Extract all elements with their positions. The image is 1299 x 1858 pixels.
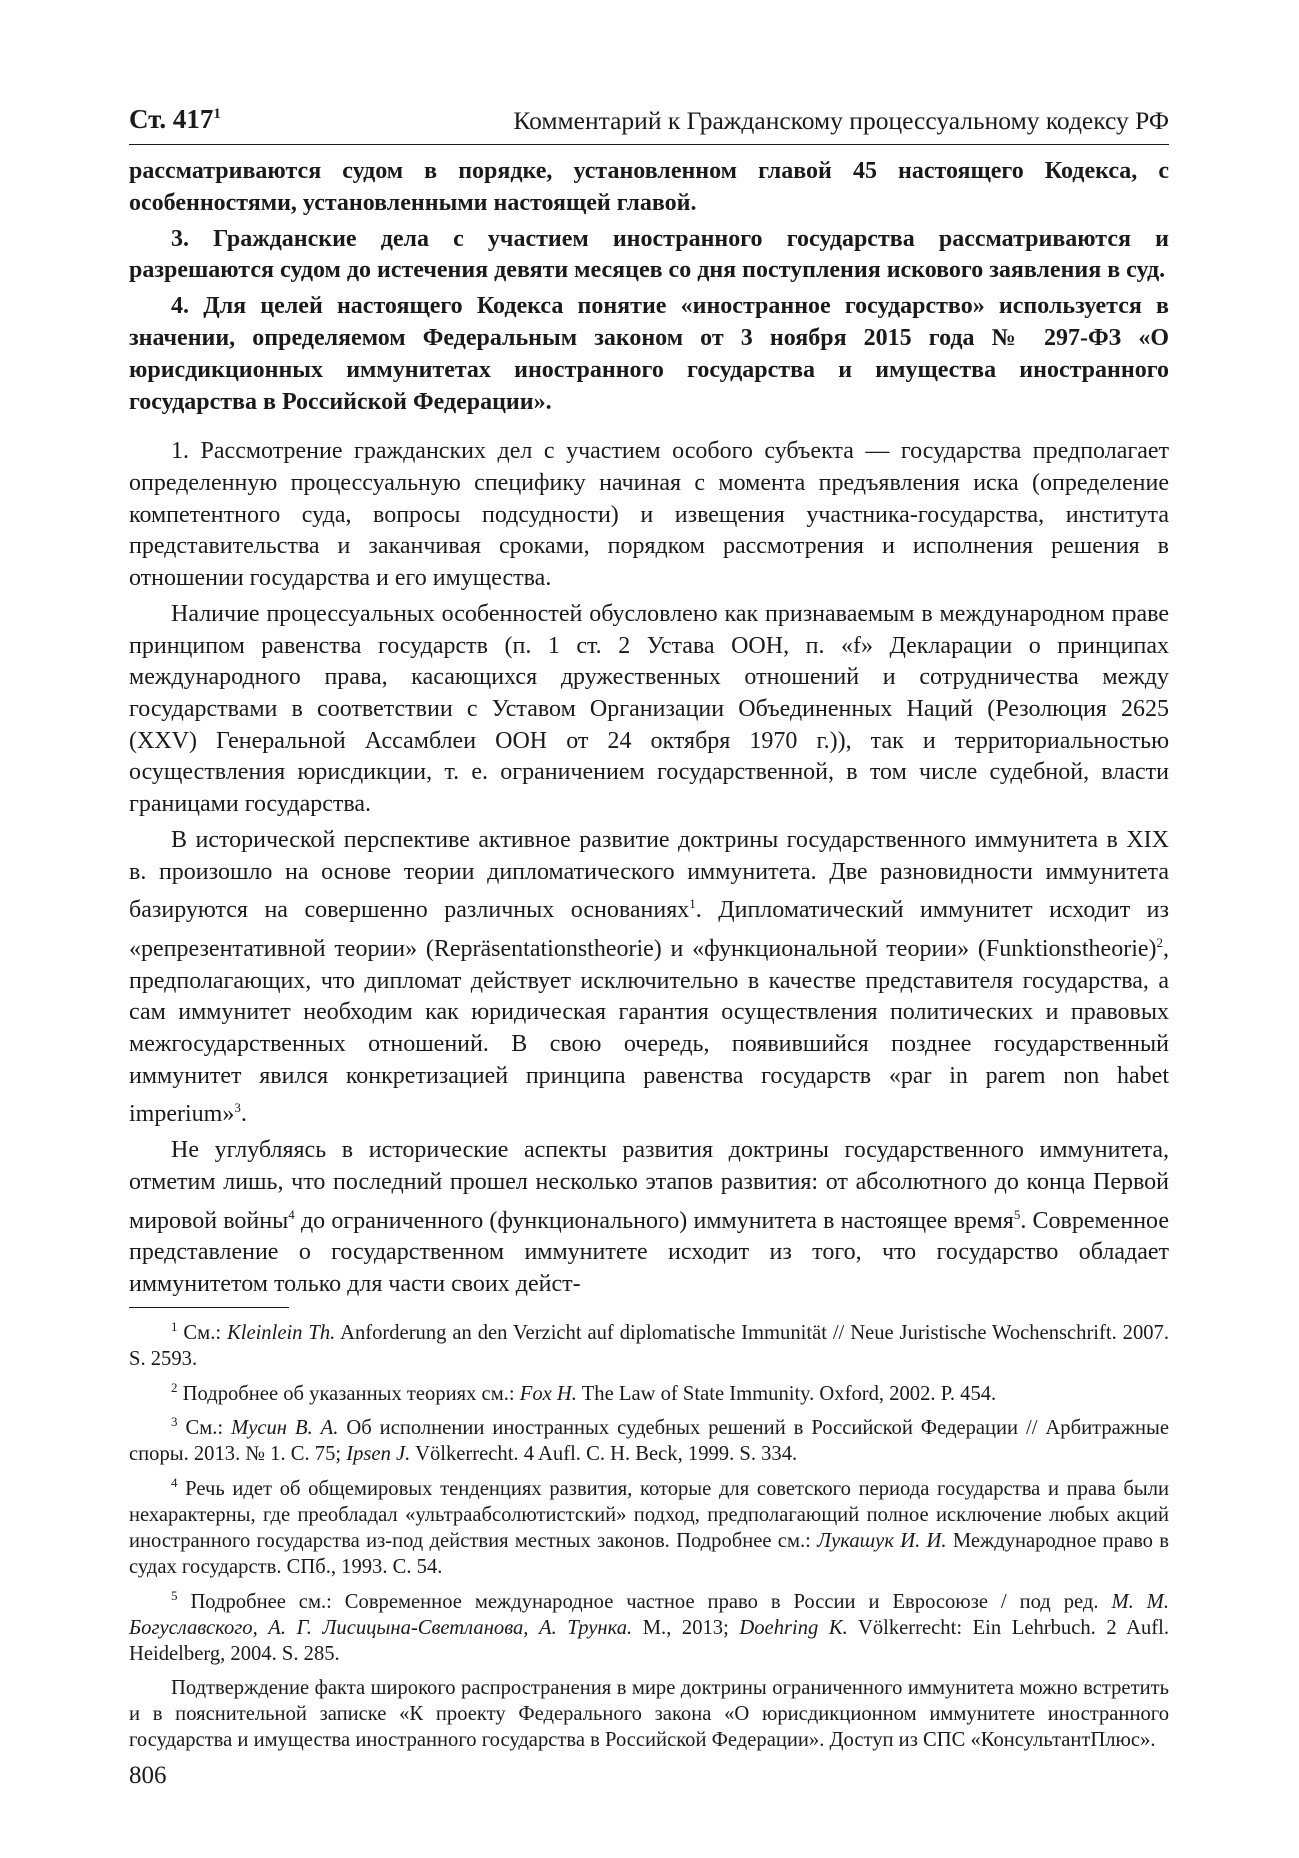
article-number: Ст. $417^1$ bbox=[129, 104, 221, 134]
commentary-paragraph: Не углубляясь в исторические аспекты развития доктрины государственного иммунитета, отметим лишь, что последний прошел несколько этапов развития: от абсолютного до конца Первой мировой войны$^4$ до ограниченного (функционального) иммунитета в настоящее время$^5$. Современное представление о государственном иммунитете исходит из того, что государство обладает иммунитетом только для части своих дейст- bbox=[129, 1137, 1170, 1297]
running-header bbox=[129, 96, 1169, 146]
footnote: $^3$ См.: Мусин В. А. Об исполнении иностранных судебных решений в Российской Федерации // Арбитражные споры. 2013. № 1. С. 75; Ipsen J. Völkerrecht. 4 Aufl. C. H. Beck, 1999. S. 334. bbox=[129, 1414, 1170, 1466]
law-paragraph: 4. Для целей настоящего Кодекса понятие «иностранное государство» используется в значении, определяемом Федеральным законом от 3 ноября 2015 года № 297-ФЗ «О юрисдикционных иммунитетах иностранного государства и имущества иностранного государства в Российской Федерации». bbox=[129, 293, 1169, 415]
footnote-divider bbox=[129, 1307, 289, 1308]
footnote-ref: 2 bbox=[1156, 934, 1163, 950]
law-text bbox=[129, 156, 1169, 418]
page-number: 806 bbox=[129, 1762, 167, 1789]
footnote-ref: 3 bbox=[234, 1100, 241, 1116]
document-page bbox=[129, 96, 1169, 1816]
footnote-note: Подтверждение факта широкого распространения в мире доктрины ограниченного иммунитета можно встретить и в пояснительной записке «К проекту Федерального закона «О юрисдикционном иммунитете иностранного государства и имущества иностранного государства в Российской Федерации». Доступ из СПС «КонсультантПлюс». bbox=[129, 1676, 1169, 1751]
footnote: $^1$ См.: Kleinlein Th. Anforderung an den Verzicht auf diplomatische Immunität // Neue Juristische Wochenschrift. 2007. S. 2593. bbox=[129, 1318, 1169, 1370]
footnote: $^5$ Подробнее см.: Современное международное частное право в России и Евросоюзе / под ред. М. М. Богуславского, А. Г. Лисицына-Светланова, А. Трунка. М., 2013; Doehring K. Völkerrecht: Ein Lehrbuch. 2 Aufl. Heidelberg, 2004. S. 285. bbox=[129, 1588, 1169, 1665]
footnote-ref: 1 bbox=[689, 896, 696, 912]
footnotes bbox=[129, 1314, 1169, 1753]
commentary-paragraph: 1. Рассмотрение гражданских дел с участием особого субъекта — государства предполагает определенную процессуальную специфику начиная с момента предъявления иска (определение компетентного суда, вопросы подсудности) и извещения участника-государства, института представительства и заканчивая сроками, порядком рассмотрения и исполнения решения в отношении государства и его имущества. bbox=[129, 438, 1169, 592]
footnote-ref: 4 bbox=[288, 1206, 295, 1222]
footnote-ref: 5 bbox=[1013, 1206, 1021, 1222]
header-rule bbox=[129, 144, 1169, 145]
commentary-paragraph: В исторической перспективе активное развитие доктрины государственного иммунитета в XIX в. произошло на основе теории дипломатического иммунитета. Две разновидности иммунитета базируются на совершенно различных основаниях$^1$. Дипломатический иммунитет исходит из «репрезентативной теории» (Repräsentationstheorie) и «функциональной теории» (Funktionstheorie)$^2$, предполагающих, что дипломат действует исключительно в качестве представителя государства, а сам иммунитет необходим как юридическая гарантия осуществления политических и правовых межгосударственных отношений. В свою очередь, появившийся позднее государственный иммунитет явился конкретизацией принципа равенства государств «par in parem non habet imperium»$^3$. bbox=[129, 826, 1170, 1128]
law-paragraph: 3. Гражданские дела с участием иностранного государства рассматриваются и разрешаются судом до истечения девяти месяцев со дня поступления искового заявления в суд. bbox=[129, 225, 1169, 284]
book-title: Комментарий к Гражданскому процессуальному кодексу РФ bbox=[513, 106, 1169, 135]
footnote: $^4$ Речь идет об общемировых тенденциях развития, которые для советского периода государства и права были нехарактерны, где преобладал «ультраабсолютистский» подход, предполагающий полное исключение любых акций иностранного государства из-под действия местных законов. Подробнее см.: Лукашук И. И. Международное право в судах государств. СПб., 1993. С. 54. bbox=[129, 1475, 1169, 1579]
commentary-paragraph: Наличие процессуальных особенностей обусловлено как признаваемым в международном праве принципом равенства государств (п. 1 ст. 2 Устава ООН, п. «f» Декларации о принципах международного права, касающихся дружественных отношений и сотрудничества между государствами в соответствии с Уставом Организации Объединенных Наций (Резолюция 2625 (XXV) Генеральной Ассамблеи ООН от 24 октября 1970 г.)), так и территориальностью осуществления юрисдикции, т. е. ограничением государственной, в том числе судебной, власти границами государства. bbox=[129, 600, 1169, 818]
footnote: $^2$ Подробнее об указанных теориях см.: Fox H. The Law of State Immunity. Oxford, 2002. P. 454. bbox=[171, 1379, 997, 1405]
commentary bbox=[129, 436, 1169, 1300]
law-paragraph: рассматриваются судом в порядке, установленном главой 45 настоящего Кодекса, с особенностями, установленными настоящей главой. bbox=[129, 158, 1169, 216]
